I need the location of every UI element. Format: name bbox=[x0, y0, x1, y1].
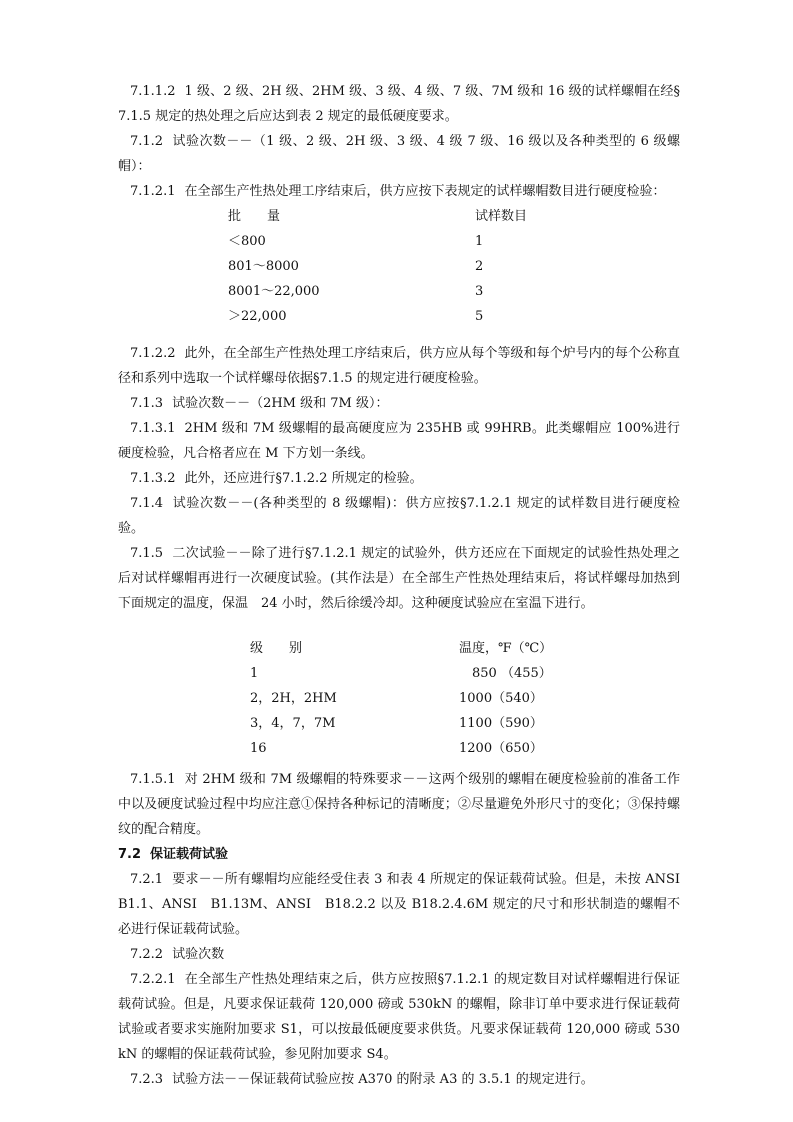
clause-number: 7.1.3 bbox=[130, 396, 164, 411]
table-header-cell: 级 别 bbox=[250, 641, 303, 656]
table-row bbox=[228, 254, 595, 279]
clause-text: 试验次数 bbox=[172, 947, 225, 962]
clause-number: 7.2.3 bbox=[130, 1072, 164, 1087]
paragraph-7-2-2 bbox=[118, 942, 680, 967]
clause-number: 7.1.1.2 bbox=[130, 84, 176, 99]
clause-text: 此外，还应进行§7.1.2.2 所规定的检验。 bbox=[184, 471, 423, 486]
table-cell: 3 bbox=[475, 284, 484, 299]
paragraph-7-1-4 bbox=[118, 491, 680, 541]
clause-number: 7.1.5.1 bbox=[130, 772, 176, 787]
clause-number: 7.1.4 bbox=[130, 496, 164, 511]
table-row bbox=[228, 229, 595, 254]
table-header-cell: 批 量 bbox=[228, 209, 281, 224]
clause-text: 试验方法－－保证载荷试验应按 A370 的附录 A3 的 3.5.1 的规定进行。 bbox=[172, 1072, 594, 1087]
table-cell: 1 bbox=[250, 666, 259, 681]
table-row bbox=[228, 279, 595, 304]
temperature-table bbox=[250, 636, 579, 761]
table-header-row bbox=[228, 204, 595, 229]
clause-text: 试验次数－－（1 级、2 级、2H 级、3 级、4 级 7 级、16 级以及各种类型的 6 级螺帽）： bbox=[118, 134, 680, 174]
clause-text: 试验次数－－(各种类型的 8 级螺帽)：供方应按§7.1.2.1 规定的试样数目进行硬度检验。 bbox=[118, 496, 680, 536]
table-row bbox=[228, 304, 595, 329]
table-header-cell: 温度，℉（℃） bbox=[459, 641, 553, 656]
paragraph-7-1-2-2 bbox=[118, 341, 680, 391]
section-number: 7.2 bbox=[118, 847, 142, 862]
clause-number: 7.2.2.1 bbox=[130, 972, 176, 987]
paragraph-7-1-3-2 bbox=[118, 466, 680, 491]
section-title: 保证载荷试验 bbox=[150, 847, 229, 862]
sample-count-table bbox=[228, 204, 595, 329]
clause-text: 2HM 级和 7M 级螺帽的最高硬度应为 235HB 或 99HRB。此类螺帽应 100%进行硬度检验，凡合格者应在 M 下方划一条线。 bbox=[118, 421, 680, 461]
table-row bbox=[250, 711, 579, 736]
table-cell: 2 bbox=[475, 259, 484, 274]
clause-number: 7.2.1 bbox=[130, 872, 164, 887]
table-cell: 2，2H，2HM bbox=[250, 691, 337, 706]
table-cell: 5 bbox=[475, 309, 484, 324]
clause-text: 二次试验－－除了进行§7.1.2.1 规定的试验外，供方还应在下面规定的试验性热处理之后对试样螺帽再进行一次硬度试验。(其作法是）在全部生产性热处理结束后，将试样螺母加热到下面规定的温度，保温 24 小时，然后徐缓冷却。这种硬度试验应在室温下进行。 bbox=[118, 546, 680, 611]
clause-number: 7.1.5 bbox=[130, 546, 164, 561]
paragraph-7-2-1 bbox=[118, 867, 680, 942]
table-row bbox=[250, 736, 579, 761]
table-cell: 850 （455） bbox=[459, 666, 552, 681]
table-cell: 16 bbox=[250, 741, 267, 756]
paragraph-7-1-3 bbox=[118, 391, 680, 416]
paragraph-7-2-2-1 bbox=[118, 967, 680, 1067]
table-cell: 1100（590） bbox=[459, 716, 543, 731]
table-cell: 1 bbox=[475, 234, 484, 249]
paragraph-7-1-5 bbox=[118, 541, 680, 616]
table-header-cell: 试样数目 bbox=[475, 209, 528, 224]
paragraph-7-1-3-1 bbox=[118, 416, 680, 466]
clause-number: 7.1.2.1 bbox=[130, 184, 176, 199]
section-heading-7-2 bbox=[118, 842, 680, 867]
table-cell: 3，4，7，7M bbox=[250, 716, 336, 731]
clause-text: 1 级、2 级、2H 级、2HM 级、3 级、4 级、7 级、7M 级和 16 级的试样螺帽在经§7.1.5 规定的热处理之后应达到表 2 规定的最低硬度要求。 bbox=[118, 84, 680, 124]
table-cell: 801～8000 bbox=[228, 259, 299, 274]
table-cell: 1000（540） bbox=[459, 691, 543, 706]
spacer bbox=[118, 329, 680, 341]
table-header-row bbox=[250, 636, 579, 661]
clause-number: 7.1.3.2 bbox=[130, 471, 176, 486]
table-cell: 1200（650） bbox=[459, 741, 543, 756]
table-row bbox=[250, 686, 579, 711]
clause-number: 7.1.2.2 bbox=[130, 346, 176, 361]
clause-text: 试验次数－－（2HM 级和 7M 级）： bbox=[172, 396, 389, 411]
paragraph-7-1-2 bbox=[118, 129, 680, 179]
table-cell: ＜800 bbox=[228, 234, 266, 249]
paragraph-7-1-1-2 bbox=[118, 79, 680, 129]
table-cell: 8001～22,000 bbox=[228, 284, 320, 299]
paragraph-7-1-2-1 bbox=[118, 179, 680, 204]
clause-text: 对 2HM 级和 7M 级螺帽的特殊要求－－这两个级别的螺帽在硬度检验前的准备工作中以及硬度试验过程中均应注意①保持各种标记的清晰度；②尽量避免外形尺寸的变化；③保持螺纹的配合精度。 bbox=[118, 772, 680, 837]
paragraph-7-1-5-1 bbox=[118, 767, 680, 842]
clause-number: 7.1.3.1 bbox=[130, 421, 176, 436]
clause-text: 在全部生产性热处理结束之后，供方应按照§7.1.2.1 的规定数目对试样螺帽进行保证载荷试验。但是，凡要求保证载荷 120,000 磅或 530kN 的螺帽，除非订单中要求进行保证载荷试验或者要求实施附加要求 S1，可以按最低硬度要求供货。凡要求保证载荷 120,000 磅或 530kN 的螺帽的保证载荷试验，参见附加要求 S4。 bbox=[118, 972, 680, 1062]
clause-number: 7.2.2 bbox=[130, 947, 164, 962]
clause-text: 在全部生产性热处理工序结束后，供方应按下表规定的试样螺帽数目进行硬度检验： bbox=[184, 184, 666, 199]
document-page bbox=[118, 79, 680, 1092]
clause-text: 要求－－所有螺帽均应能经受住表 3 和表 4 所规定的保证载荷试验。但是，未按 ANSI B1.1、ANSI B1.13M、ANSI B18.2.2 以及 B18.2.4.6M 规定的尺寸和形状制造的螺帽不必进行保证载荷试验。 bbox=[118, 872, 680, 937]
paragraph-7-2-3 bbox=[118, 1067, 680, 1092]
clause-number: 7.1.2 bbox=[130, 134, 164, 149]
clause-text: 此外，在全部生产性热处理工序结束后，供方应从每个等级和每个炉号内的每个公称直径和系列中选取一个试样螺母依据§7.1.5 的规定进行硬度检验。 bbox=[118, 346, 680, 386]
table-cell: ＞22,000 bbox=[228, 309, 287, 324]
table-row bbox=[250, 661, 579, 686]
